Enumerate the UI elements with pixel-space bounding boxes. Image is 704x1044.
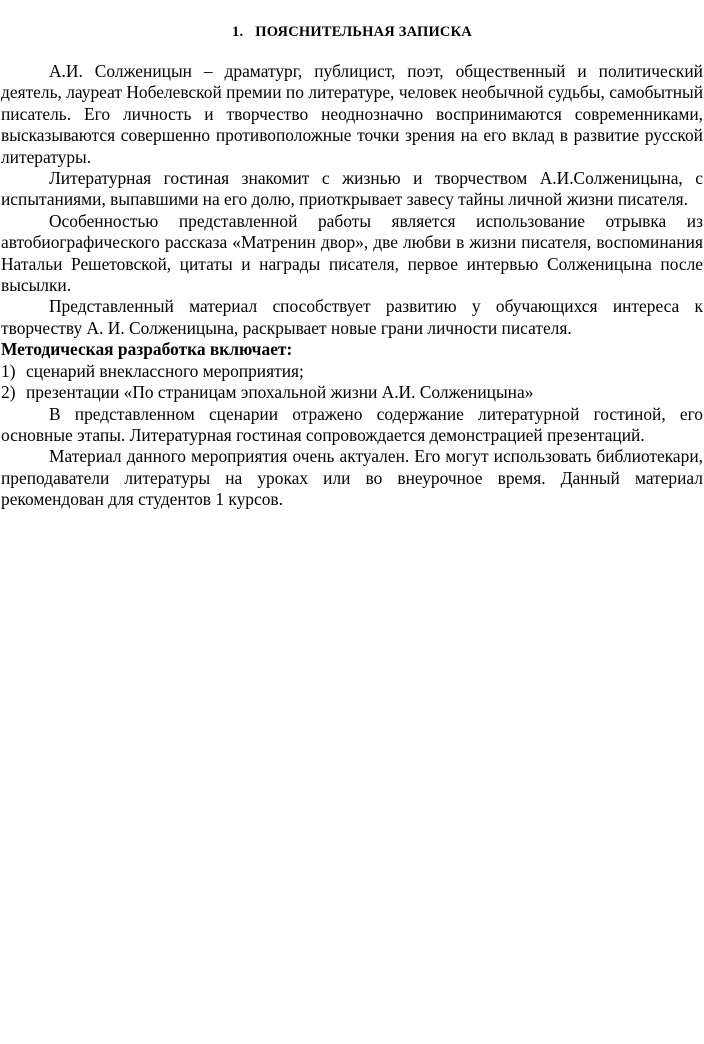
list-item: [1, 361, 703, 382]
list-item-text: сценарий внеклассного мероприятия;: [26, 360, 304, 381]
list-marker: 1): [1, 360, 16, 381]
paragraph-salon: Литературная гостиная знакомит с жизнью и творчеством А.И.Солженицына, с испытаниями, выпавшими на его долю, приоткрывает завесу тайны личной жизни писателя.: [1, 168, 703, 210]
list-item-text: презентации «По страницам эпохальной жизни А.И. Солженицына»: [26, 382, 534, 403]
list-marker: 2): [1, 382, 16, 403]
section-number: 1.: [232, 24, 244, 40]
paragraph-intro: А.И. Солженицын – драматург, публицист, поэт, общественный и политический деятель, лауреат Нобелевской премии по литературе, человек необычной судьбы, самобытный писатель. Его личность и творчество неоднозначно воспринимаются современниками, высказываются совершенно противоположные точки зрения на его вклад в развитие русской литературы.: [1, 61, 703, 167]
paragraph-feature: Особенностью представленной работы является использование отрывка из автобиографического рассказа «Матренин двор», две любви в жизни писателя, воспоминания Натальи Решетовской, цитаты и награды писателя, первое интервью Солженицына после высылки.: [1, 210, 703, 296]
paragraph-material: Представленный материал способствует развитию у обучающихся интереса к творчеству А. И. Солженицына, раскрывает новые грани личности писателя.: [1, 296, 703, 338]
list-item: [1, 382, 703, 403]
paragraph-relevance: Материал данного мероприятия очень актуален. Его могут использовать библиотекари, преподаватели литературы на уроках или во внеурочное время. Данный материал рекомендован для студентов 1 курсов.: [1, 446, 703, 510]
paragraph-scenario: В представленном сценарии отражено содержание литературной гостиной, его основные этапы. Литературная гостиная сопровождается демонстрацией презентаций.: [1, 403, 703, 445]
contents-subheading: Методическая разработка включает:: [1, 339, 293, 360]
section-title: ПОЯСНИТЕЛЬНАЯ ЗАПИСКА: [255, 24, 472, 40]
section-heading: [1, 22, 703, 42]
